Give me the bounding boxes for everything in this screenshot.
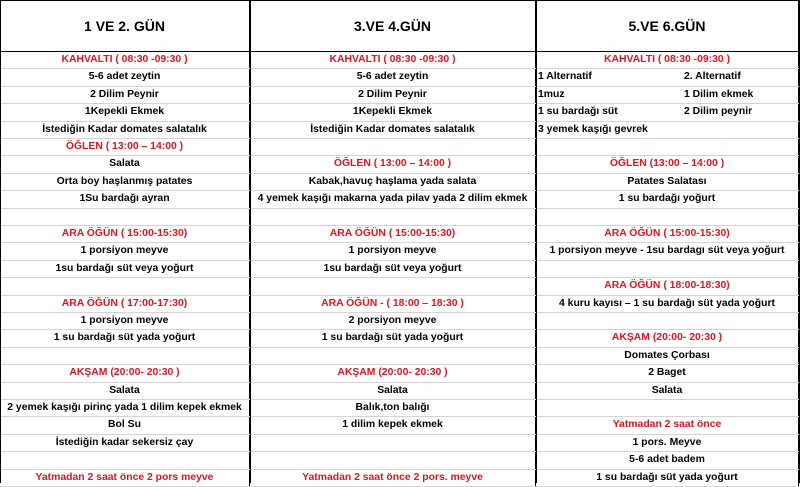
table-row xyxy=(250,138,536,155)
table-row xyxy=(250,451,536,468)
header-day-1-2: 1 VE 2. GÜN xyxy=(0,0,250,51)
row-divider xyxy=(0,399,800,400)
table-row: Domates Çorbası xyxy=(536,347,799,364)
grid-line xyxy=(0,51,800,52)
table-row xyxy=(0,347,250,364)
table-row xyxy=(250,347,536,364)
meal-heading: ARA ÖĞÜN ( 15:00-15:30) xyxy=(250,225,536,242)
alternative-1-cell: 1muz xyxy=(538,88,565,100)
meal-heading: ÖĞLEN ( 13:00 – 14:00 ) xyxy=(0,138,250,155)
row-divider xyxy=(0,173,800,174)
row-divider xyxy=(0,295,800,296)
row-divider xyxy=(0,242,800,243)
table-row xyxy=(536,86,799,103)
row-divider xyxy=(0,329,800,330)
row-divider xyxy=(0,277,800,278)
column-divider xyxy=(250,0,251,483)
table-row xyxy=(536,68,799,85)
alternative-2-cell: 2. Alternatif xyxy=(684,71,741,83)
table-row: 1 pors. Meyve xyxy=(536,434,799,451)
row-divider xyxy=(0,260,800,261)
meal-heading: ARA ÖĞÜN ( 18:00-18:30) xyxy=(536,277,799,294)
row-divider xyxy=(0,416,800,417)
row-divider xyxy=(0,347,800,348)
table-row: 2 Dilim Peynir xyxy=(0,86,250,103)
row-divider xyxy=(0,68,800,69)
table-row: 1Kepekli Ekmek xyxy=(250,103,536,120)
row-divider xyxy=(0,434,800,435)
table-row xyxy=(0,208,250,225)
table-row: 1 dilim kepek ekmek xyxy=(250,416,536,433)
table-row: 1su bardağı süt veya yoğurt xyxy=(250,260,536,277)
table-row: 4 kuru kayısı – 1 su bardağı süt yada yoğurt xyxy=(536,295,799,312)
table-row: 5-6 adet zeytin xyxy=(0,68,250,85)
meal-heading: Yatmadan 2 saat önce 2 pors. meyve xyxy=(250,469,536,486)
table-row xyxy=(0,451,250,468)
table-row: 2 Baget xyxy=(536,364,799,381)
meal-heading: Yatmadan 2 saat önce 2 pors meyve xyxy=(0,469,250,486)
alternative-1-cell: 1 su bardağı süt xyxy=(538,106,618,118)
table-row xyxy=(536,138,799,155)
meal-heading: KAHVALTI ( 08:30 -09:30 ) xyxy=(250,51,536,68)
meal-heading: ARA ÖĞÜN ( 17:00-17:30) xyxy=(0,295,250,312)
table-row: 1 su bardağı yoğurt xyxy=(536,190,799,207)
table-row: 4 yemek kaşığı makarna yada pilav yada 2 dilim ekmek xyxy=(250,190,536,207)
table-row xyxy=(250,277,536,294)
meal-heading: ARA ÖĞÜN ( 15:00-15:30) xyxy=(536,225,799,242)
table-row xyxy=(536,103,799,120)
table-row: Salata xyxy=(250,382,536,399)
table-row: 1 porsiyon meyve xyxy=(0,312,250,329)
table-row xyxy=(536,312,799,329)
alternative-1-cell: 3 yemek kaşığı gevrek xyxy=(538,123,648,135)
alternative-1-cell: 1 Alternatif xyxy=(538,71,592,83)
table-row xyxy=(536,208,799,225)
alternative-2-cell: 1 Dilim ekmek xyxy=(684,88,754,100)
table-row: 5-6 adet zeytin xyxy=(250,68,536,85)
table-row: 1 su bardağı süt yada yoğurt xyxy=(0,329,250,346)
row-divider xyxy=(0,155,800,156)
header-day-3-4: 3.VE 4.GÜN xyxy=(250,0,536,51)
row-divider xyxy=(0,103,800,104)
table-row: 2 porsiyon meyve xyxy=(250,312,536,329)
row-divider xyxy=(0,451,800,452)
meal-heading: KAHVALTI ( 08:30 -09:30 ) xyxy=(536,51,799,68)
meal-heading: ARA ÖĞÜN ( 15:00-15:30) xyxy=(0,225,250,242)
table-row: 1Su bardağı ayran xyxy=(0,190,250,207)
table-row: 5-6 adet badem xyxy=(536,451,799,468)
table-row: 1 porsiyon meyve - 1su bardagı süt veya yoğurt xyxy=(536,242,799,259)
alternative-2-cell: 2 Dilim peynir xyxy=(684,106,753,118)
table-row xyxy=(250,208,536,225)
table-row: 1 su bardağı süt yada yoğurt xyxy=(536,469,799,486)
table-row xyxy=(250,434,536,451)
row-divider xyxy=(0,312,800,313)
table-row: Bol Su xyxy=(0,416,250,433)
row-divider xyxy=(0,225,800,226)
meal-heading: Yatmadan 2 saat önce xyxy=(536,416,799,433)
table-row: İstediğin kadar sekersiz çay xyxy=(0,434,250,451)
row-divider xyxy=(0,469,800,470)
row-divider xyxy=(0,382,800,383)
row-divider xyxy=(0,86,800,87)
table-row: Orta boy haşlanmış patates xyxy=(0,173,250,190)
table-row: 1Kepekli Ekmek xyxy=(0,103,250,120)
header-day-5-6: 5.VE 6.GÜN xyxy=(536,0,799,51)
table-row xyxy=(536,399,799,416)
table-row xyxy=(0,277,250,294)
meal-heading: AKŞAM (20:00- 20:30 ) xyxy=(0,364,250,381)
table-row: Balık,ton balığı xyxy=(250,399,536,416)
table-row: 1 su bardağı süt yada yoğurt xyxy=(250,329,536,346)
meal-heading: AKŞAM (20:00- 20:30 ) xyxy=(250,364,536,381)
table-row: 1 porsiyon meyve xyxy=(0,242,250,259)
column-divider xyxy=(0,0,1,483)
table-row: İstediğin Kadar domates salatalık xyxy=(250,121,536,138)
table-row: İstediğin Kadar domates salatalık xyxy=(0,121,250,138)
table-row: 1su bardağı süt veya yoğurt xyxy=(0,260,250,277)
table-row: Salata xyxy=(536,382,799,399)
row-divider xyxy=(0,121,800,122)
table-row xyxy=(536,260,799,277)
table-row xyxy=(536,121,799,138)
table-row: 2 Dilim Peynir xyxy=(250,86,536,103)
meal-heading: ÖĞLEN (13:00 – 14:00 ) xyxy=(536,155,799,172)
row-divider xyxy=(0,190,800,191)
table-row: 1 porsiyon meyve xyxy=(250,242,536,259)
table-row: 2 yemek kaşığı pirinç yada 1 dilim kepek ekmek xyxy=(0,399,250,416)
table-row: Patates Salatası xyxy=(536,173,799,190)
meal-heading: AKŞAM (20:00- 20:30 ) xyxy=(536,329,799,346)
table-row: Kabak,havuç haşlama yada salata xyxy=(250,173,536,190)
table-row: Salata xyxy=(0,155,250,172)
table-row: Salata xyxy=(0,382,250,399)
grid-line xyxy=(0,0,800,1)
meal-heading: ÖĞLEN ( 13:00 – 14:00 ) xyxy=(250,155,536,172)
meal-heading: KAHVALTI ( 08:30 -09:30 ) xyxy=(0,51,250,68)
meal-heading: ARA ÖĞÜN - ( 18:00 – 18:30 ) xyxy=(250,295,536,312)
column-divider xyxy=(536,0,537,483)
row-divider xyxy=(0,208,800,209)
row-divider xyxy=(0,364,800,365)
row-divider xyxy=(0,138,800,139)
